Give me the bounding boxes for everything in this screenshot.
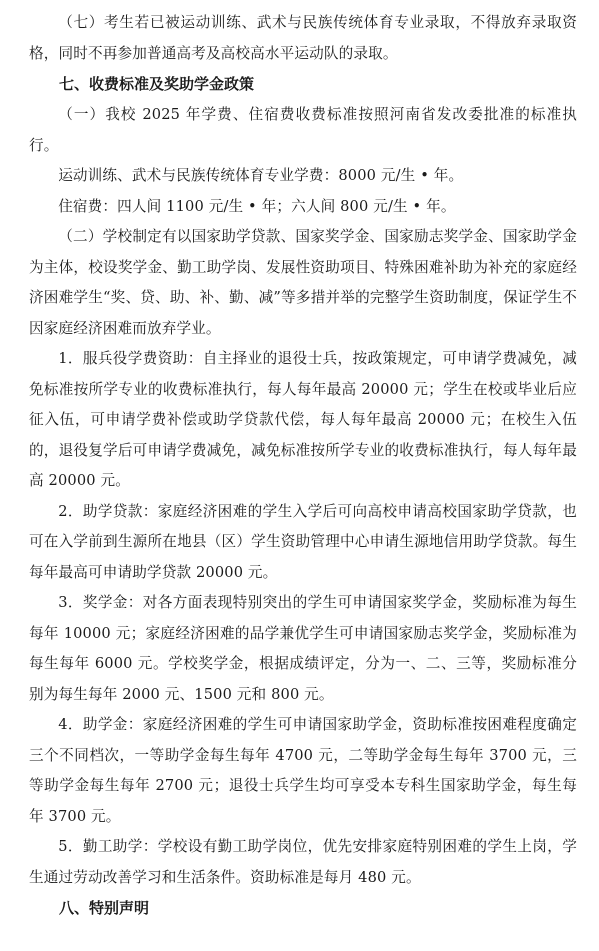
paragraph-military-service-aid: 1．服兵役学费资助：自主择业的退役士兵，按政策规定，可申请学费减免，减免标准按所学专业的收费标准执行，每人每年最高 20000 元；学生在校或毕业后应征入伍，可申请学费补偿或助学贷款代偿，每人每年最高 20000 元；在校生入伍的，退役复学后可申请学费减免，减免标准按所学专业的收费标准执行，每人每年最高 20000 元。 xyxy=(29,350,577,489)
paragraph-financial-aid-intro: （二）学校制定有以国家助学贷款、国家奖学金、国家励志奖学金、国家助学金为主体，校设奖学金、勤工助学岗、发展性资助项目、特殊困难补助为补充的家庭经济困难学生“奖、贷、助、补、勤、减”等多措并举的完整学生资助制度，保证学生不因家庭经济困难而放弃学业。 xyxy=(29,228,577,337)
paragraph-admission-no-withdraw: （七）考生若已被运动训练、武术与民族传统体育专业录取，不得放弃录取资格，同时不再参加普通高考及高校高水平运动队的录取。 xyxy=(29,14,577,62)
paragraph-grants: 4．助学金：家庭经济困难的学生可申请国家助学金，资助标准按困难程度确定三个不同档次，一等助学金每生每年 4700 元，二等助学金每生每年 3700 元，三等助学金每生每年 2700 元；退役士兵学生均可享受本专科生国家助学金，每生每年 3700 元。 xyxy=(29,716,577,825)
paragraph-scholarships: 3．奖学金：对各方面表现特别突出的学生可申请国家奖学金，奖励标准为每生每年 10000 元；家庭经济困难的品学兼优学生可申请国家励志奖学金，奖励标准为每生每年 6000 元。学校奖学金，根据成绩评定，分为一、二、三等，奖励标准分别为每生每年 2000 元、1500 元和 800 元。 xyxy=(29,594,577,703)
paragraph-fee-standard-intro: （一）我校 2025 年学费、住宿费收费标准按照河南省发改委批准的标准执行。 xyxy=(29,106,577,154)
paragraph-dorm-fee: 住宿费：四人间 1100 元/生 • 年；六人间 800 元/生 • 年。 xyxy=(58,197,456,215)
section-heading-special-statement: 八、特别声明 xyxy=(59,899,150,917)
paragraph-work-study: 5．勤工助学：学校设有勤工助学岗位，优先安排家庭特别困难的学生上岗，学生通过劳动改善学习和生活条件。资助标准是每月 480 元。 xyxy=(29,838,577,886)
paragraph-tuition-fee: 运动训练、武术与民族传统体育专业学费：8000 元/生 • 年。 xyxy=(58,167,464,184)
section-heading-fees-scholarships: 七、收费标准及奖助学金政策 xyxy=(59,75,255,93)
paragraph-student-loans: 2．助学贷款：家庭经济困难的学生入学后可向高校申请高校国家助学贷款，也可在入学前到生源所在地县（区）学生资助管理中心申请生源地信用助学贷款。每生每年最高可申请助学贷款 20000 元。 xyxy=(29,502,577,581)
